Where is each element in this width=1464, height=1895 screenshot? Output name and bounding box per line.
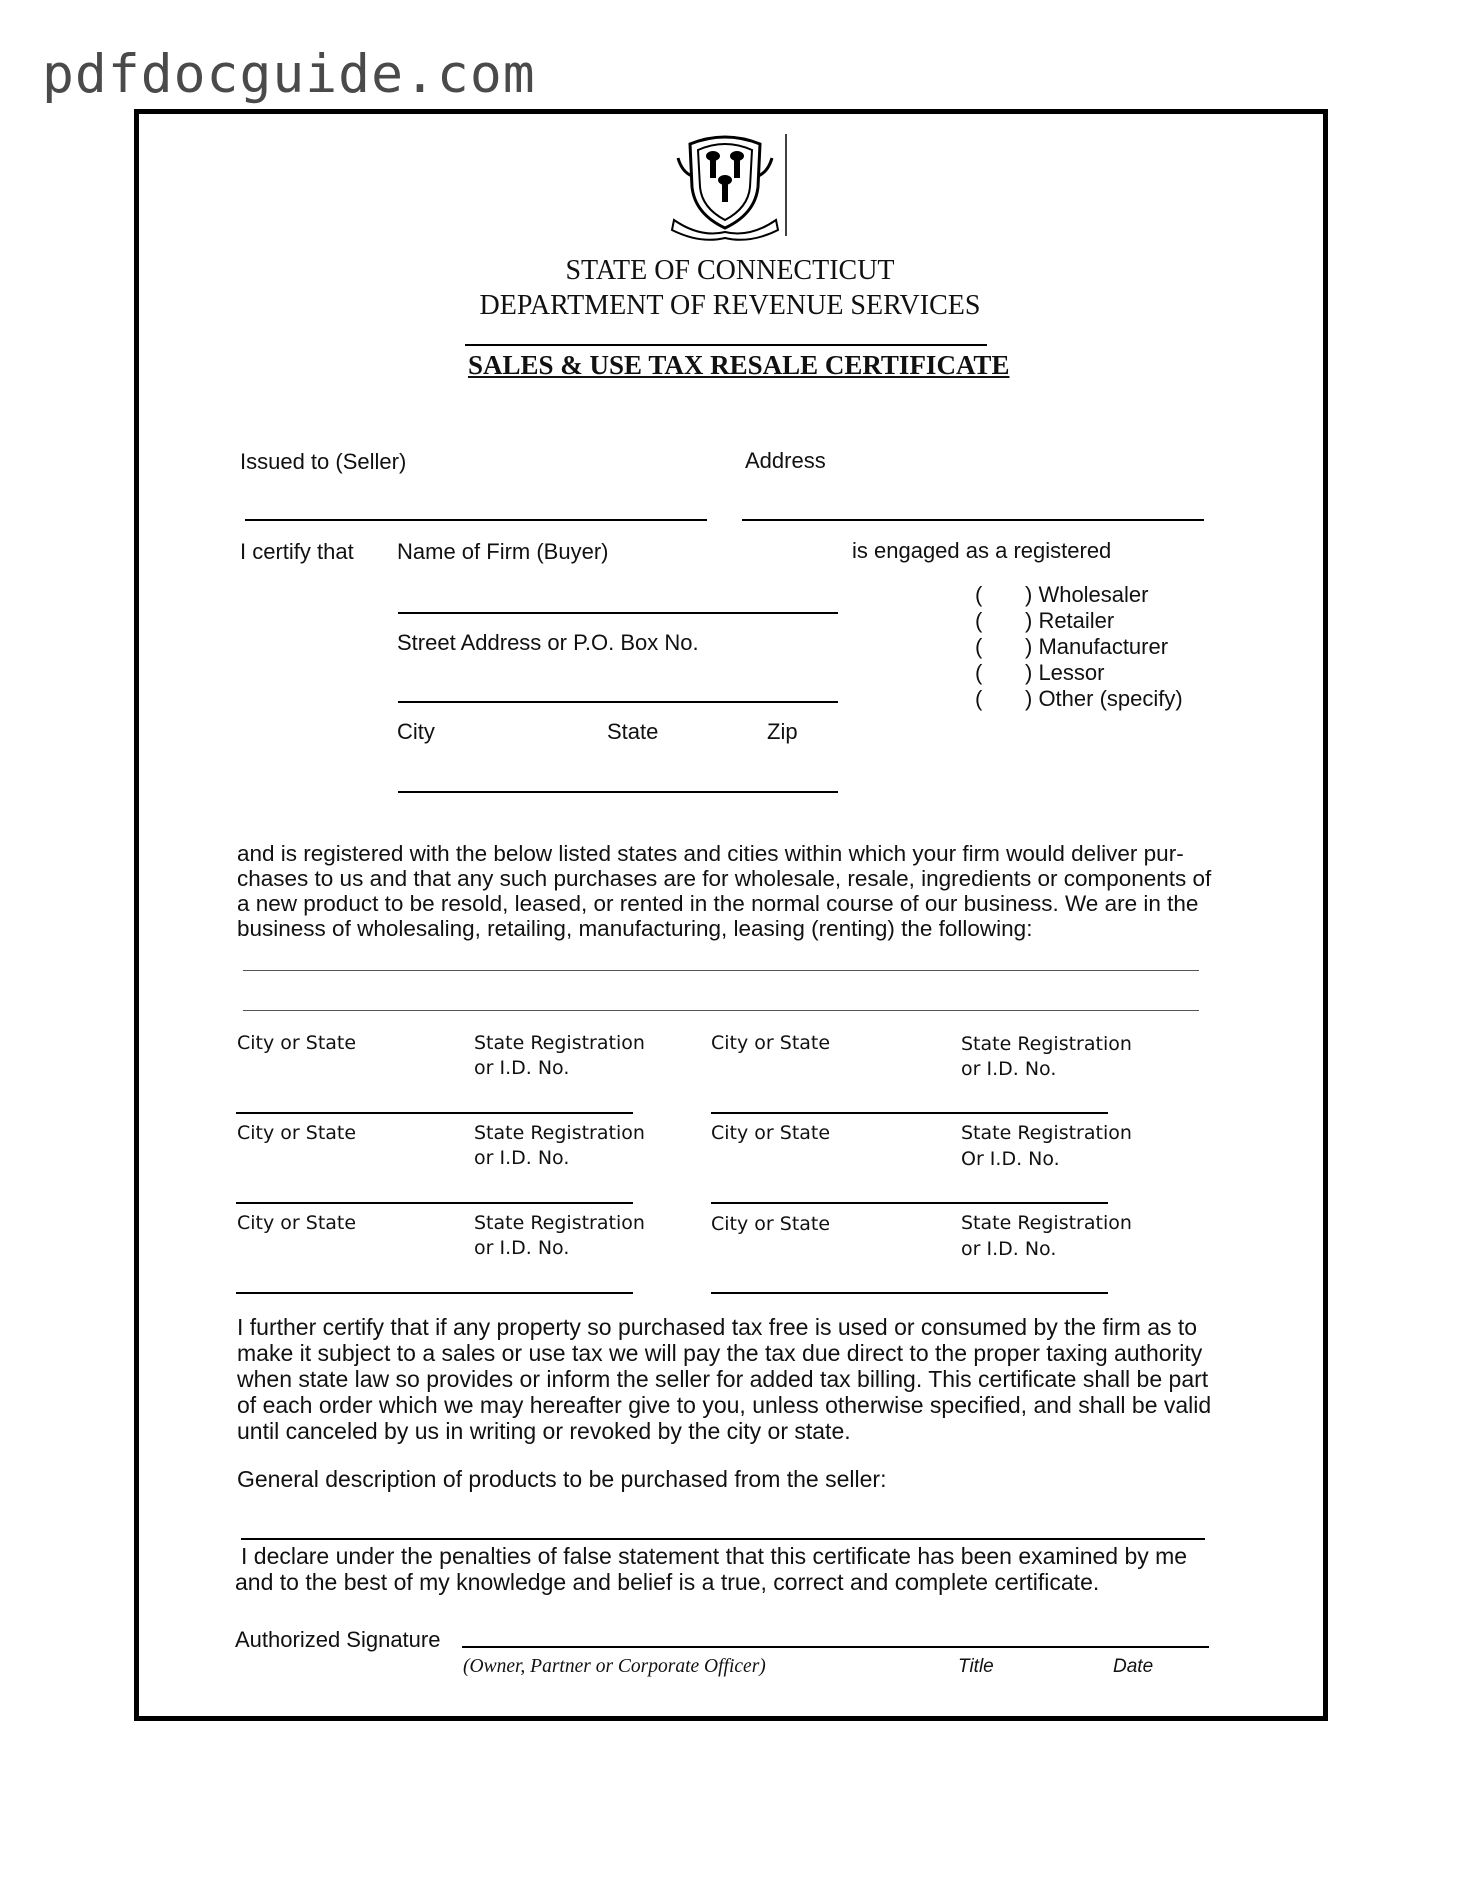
state-registration-label: State Registration — [474, 1032, 645, 1054]
checkbox-other[interactable]: ( — [975, 686, 983, 711]
declaration-paragraph: I declare under the penalties of false statement that this certificate has been examined by me and to the best of my knowledge and belief is a true, correct and complete certificate. — [235, 1543, 1188, 1595]
registration-field-3[interactable] — [236, 1202, 633, 1204]
checkbox-wholesaler[interactable]: ( — [975, 582, 983, 607]
officer-caption: (Owner, Partner or Corporate Officer) — [463, 1656, 766, 1677]
state-registration-label: State Registration — [961, 1212, 1132, 1234]
checkbox-retailer[interactable]: ( — [975, 608, 983, 633]
engaged-label: is engaged as a registered — [852, 538, 1112, 563]
date-caption: Date — [1113, 1656, 1154, 1677]
checkbox-lessor[interactable]: ( — [975, 660, 983, 685]
registration-field-5[interactable] — [236, 1292, 633, 1294]
id-number-label: Or I.D. No. — [961, 1148, 1060, 1170]
city-label: City — [397, 719, 435, 744]
issued-to-label: Issued to (Seller) — [240, 449, 407, 474]
type-retailer-label: ) Retailer — [1025, 608, 1115, 633]
firm-name-label: Name of Firm (Buyer) — [397, 539, 609, 564]
registration-paragraph: and is registered with the below listed states and cities within which your firm would deliver pur-chases to us and that any such purchases are for wholesale, resale, ingredients or components of a new product to be resold, leased, or rented in the normal course of our business. We are in the business of wholesaling, retailing, manufacturing, leasing (renting) the following: — [237, 841, 1212, 941]
zip-label: Zip — [767, 719, 798, 744]
registration-field-6[interactable] — [711, 1292, 1108, 1294]
registration-field-4[interactable] — [711, 1202, 1108, 1204]
id-number-label: or I.D. No. — [961, 1238, 1057, 1260]
state-seal-icon — [660, 132, 790, 242]
street-address-field[interactable] — [398, 701, 838, 703]
id-number-label: or I.D. No. — [474, 1147, 570, 1169]
state-name: STATE OF CONNECTICUT — [565, 255, 895, 286]
street-address-label: Street Address or P.O. Box No. — [397, 630, 699, 655]
state-label: State — [607, 719, 659, 744]
state-registration-label: State Registration — [961, 1033, 1132, 1055]
city-or-state-label: City or State — [711, 1213, 831, 1235]
id-number-label: or I.D. No. — [961, 1058, 1057, 1080]
state-registration-label: State Registration — [474, 1212, 645, 1234]
type-other-label: ) Other (specify) — [1025, 686, 1183, 711]
type-lessor-label: ) Lessor — [1025, 660, 1105, 685]
state-registration-label: State Registration — [474, 1122, 645, 1144]
general-description-field[interactable] — [241, 1538, 1205, 1540]
firm-name-field[interactable] — [398, 612, 838, 614]
city-or-state-label: City or State — [711, 1122, 831, 1144]
city-or-state-label: City or State — [237, 1122, 357, 1144]
watermark: pdfdocguide.com — [42, 44, 536, 105]
form-title: SALES & USE TAX RESALE CERTIFICATE — [468, 350, 1010, 380]
state-registration-label: State Registration — [961, 1122, 1132, 1144]
city-state-zip-field[interactable] — [398, 791, 838, 793]
signature-label: Authorized Signature — [235, 1627, 441, 1652]
tax-liability-paragraph: I further certify that if any property so purchased tax free is used or consumed by the firm as to make it subject to a sales or use tax we will pay the tax due direct to the proper taxing authority when state law so provides or inform the seller for added tax billing. This certificate shall be part of each order which we may hereafter give to you, unless otherwise specified, and shall be valid until canceled by us in writing or revoked by the city or state. — [237, 1314, 1212, 1444]
city-or-state-label: City or State — [237, 1032, 357, 1054]
business-description-line-1[interactable] — [243, 970, 1199, 971]
id-number-label: or I.D. No. — [474, 1057, 570, 1079]
type-manufacturer-label: ) Manufacturer — [1025, 634, 1169, 659]
signature-field[interactable] — [462, 1646, 1209, 1648]
department-name: DEPARTMENT OF REVENUE SERVICES — [479, 290, 981, 321]
checkbox-manufacturer[interactable]: ( — [975, 634, 983, 659]
type-wholesaler-label: ) Wholesaler — [1025, 582, 1149, 607]
city-or-state-label: City or State — [711, 1032, 831, 1054]
address-label: Address — [745, 448, 826, 473]
seller-address-field[interactable] — [742, 519, 1204, 521]
city-or-state-label: City or State — [237, 1212, 357, 1234]
business-description-line-2[interactable] — [243, 1010, 1199, 1011]
title-rule — [465, 344, 987, 346]
id-number-label: or I.D. No. — [474, 1237, 570, 1259]
certify-label: I certify that — [240, 539, 354, 564]
seller-name-field[interactable] — [245, 519, 707, 521]
title-caption: Title — [958, 1656, 994, 1677]
registration-field-1[interactable] — [236, 1112, 633, 1114]
registration-field-2[interactable] — [711, 1112, 1108, 1114]
general-description-label: General description of products to be purchased from the seller: — [237, 1466, 887, 1492]
